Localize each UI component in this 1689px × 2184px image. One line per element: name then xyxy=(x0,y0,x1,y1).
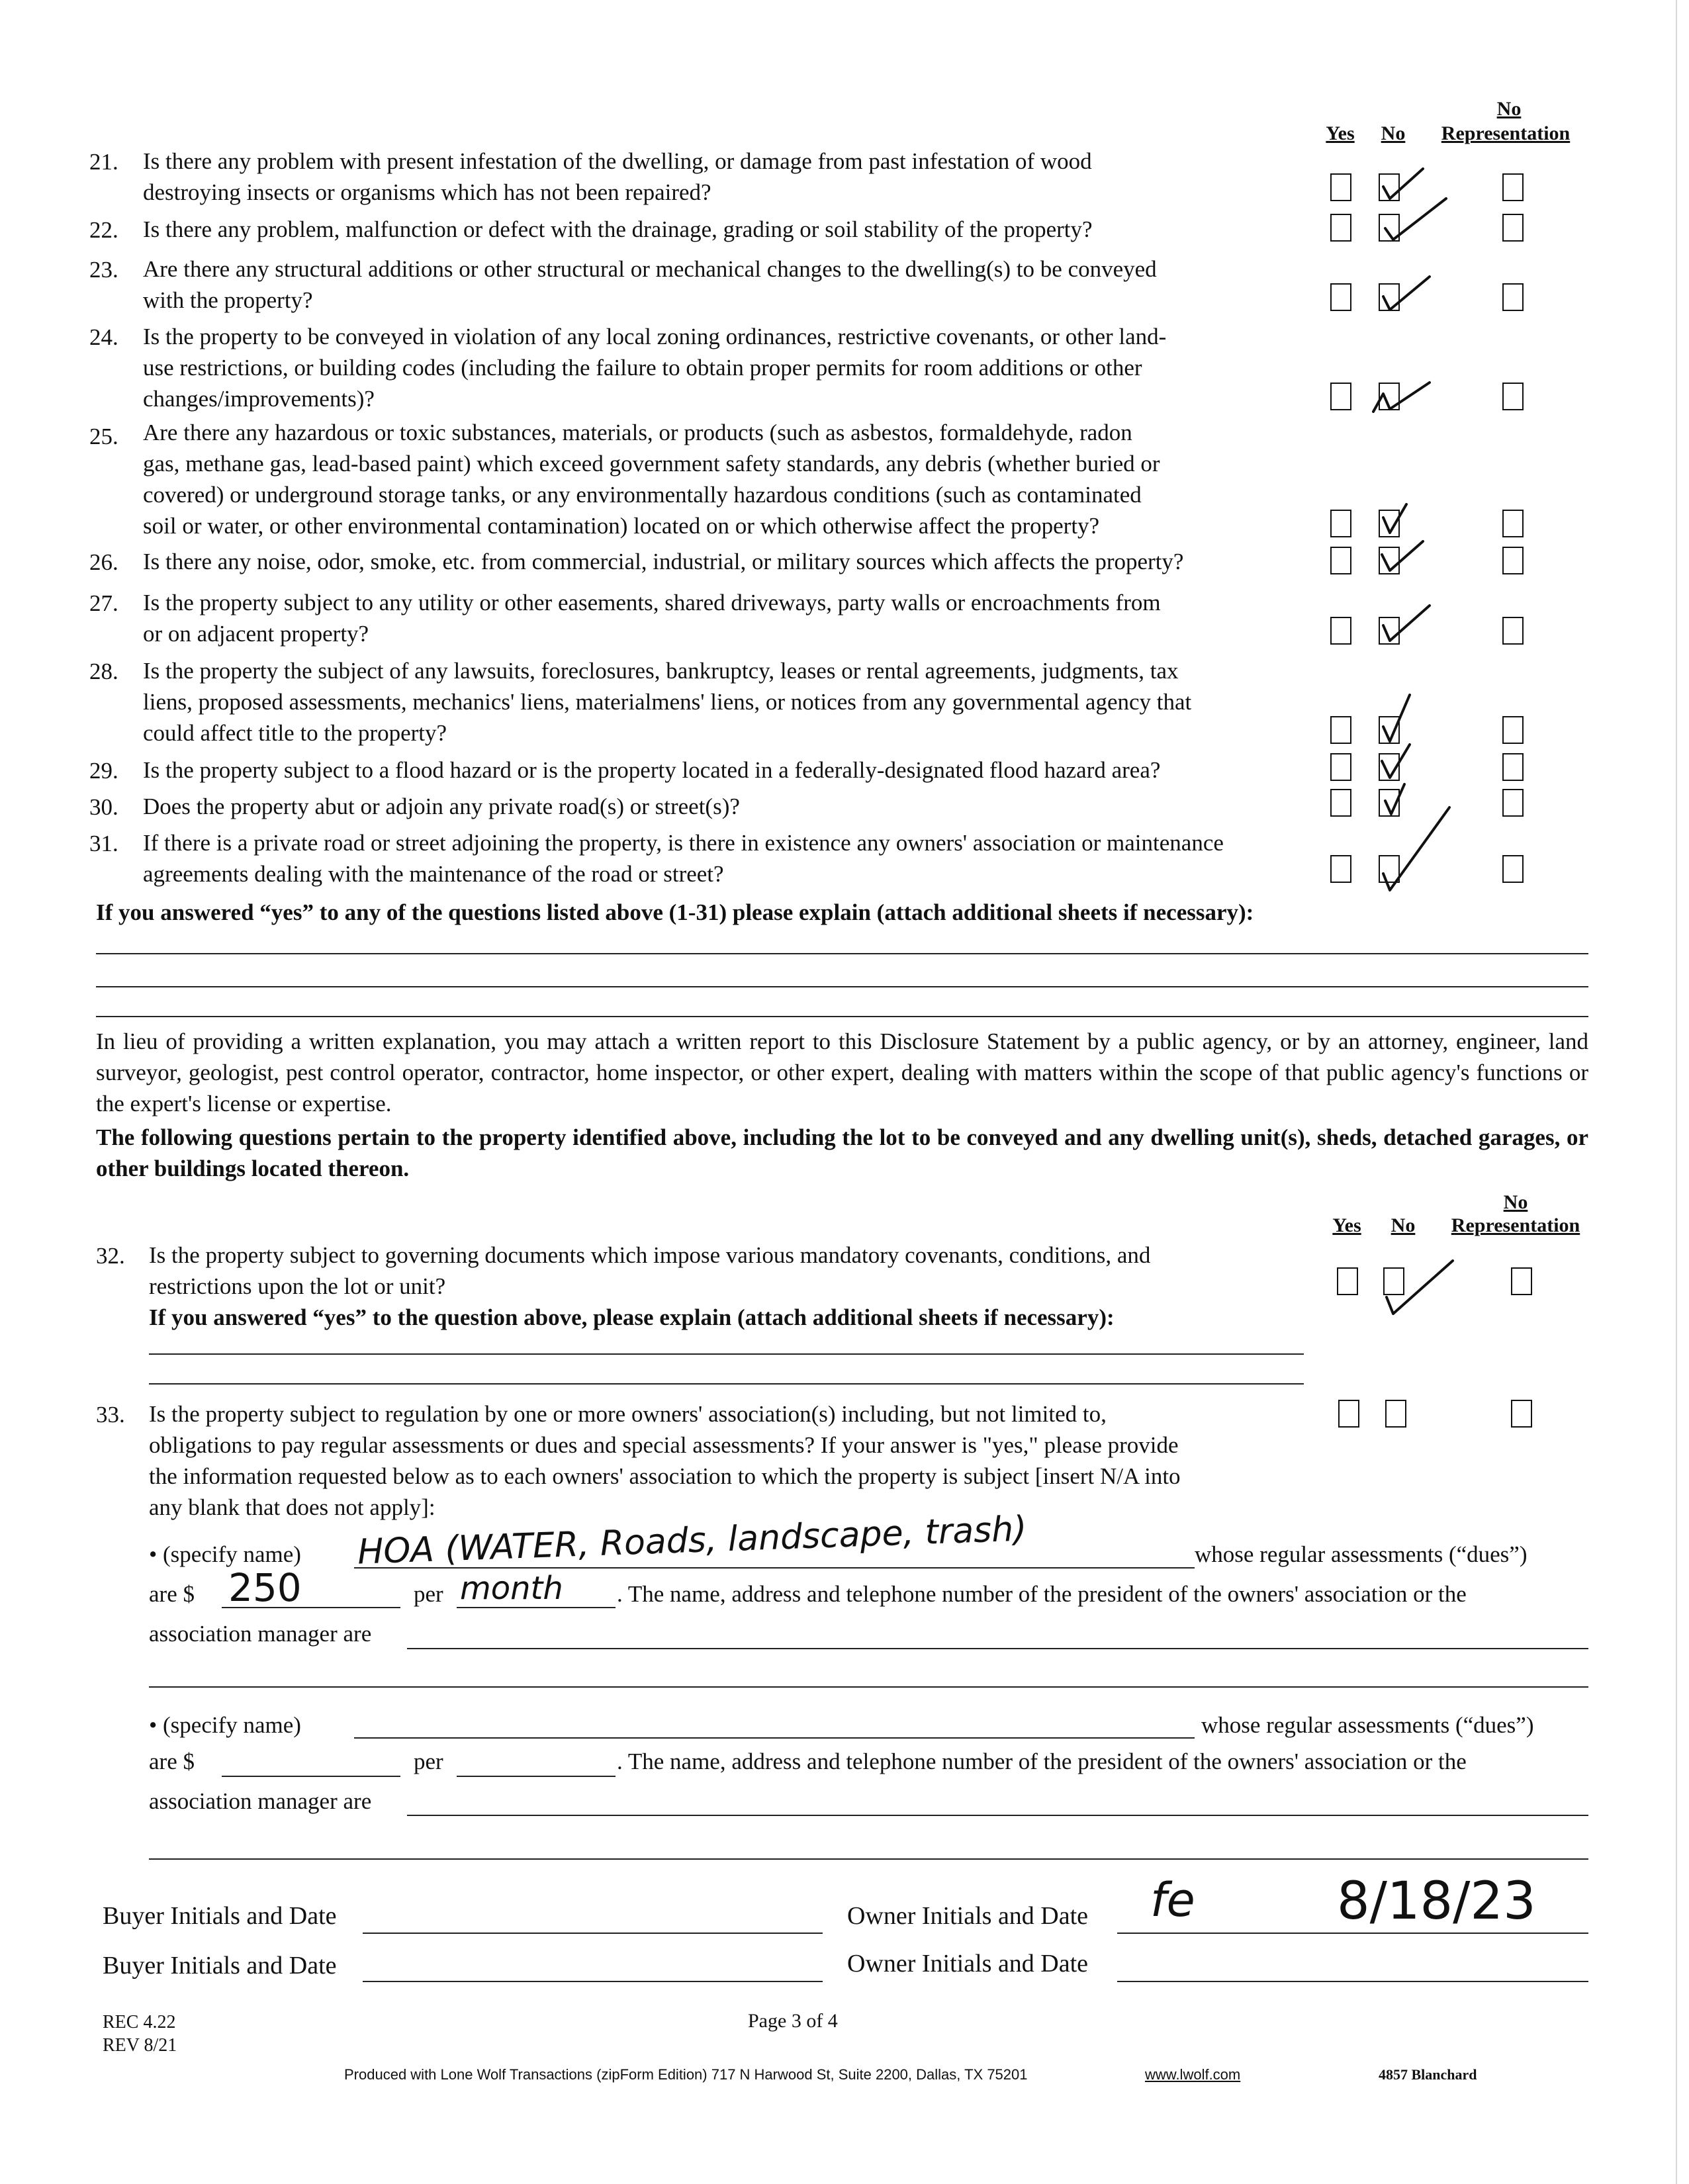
question-line: changes/improvements)? xyxy=(143,386,375,412)
question-number: 26. xyxy=(89,549,118,575)
question-line: Is there any noise, odor, smoke, etc. from commercial, industrial, or military sources which affects the property? xyxy=(143,549,1184,574)
q33-no-checkbox[interactable] xyxy=(1385,1400,1406,1428)
question-line: obligations to pay regular assessments or dues and special assessments? If your answer is "yes," please provide xyxy=(149,1432,1179,1458)
buyer-initials-label-1: Buyer Initials and Date xyxy=(103,1902,337,1930)
q25-norep-checkbox[interactable] xyxy=(1502,510,1524,537)
following-questions-note: The following questions pertain to the property identified above, including the lot to be conveyed and any dwelling unit(s), sheds, detached garages, or other buildings located thereon. xyxy=(96,1124,1588,1181)
president-info-label: . The name, address and telephone number of the president of the owners' association or the xyxy=(617,1581,1467,1607)
are-dollar-label: are $ xyxy=(149,1581,195,1607)
explain-line-2[interactable] xyxy=(96,986,1588,987)
manager-info-field[interactable] xyxy=(407,1648,1588,1649)
file-name: 4857 Blanchard xyxy=(1379,2066,1477,2083)
dues-period-field[interactable] xyxy=(457,1607,616,1608)
q30-no-checkbox[interactable] xyxy=(1379,789,1400,817)
question-line: Is there any problem with present infestation of the dwelling, or damage from past infestation of wood xyxy=(143,148,1092,174)
question-line: the information requested below as to each owners' association to which the property is subject [insert N/A into xyxy=(149,1463,1181,1489)
question-text xyxy=(149,1240,1301,1333)
q23-no-checkbox[interactable] xyxy=(1379,283,1400,311)
question-number: 29. xyxy=(89,758,118,784)
dues-amount-handwritten: 250 xyxy=(228,1565,302,1610)
q21-yes-checkbox[interactable] xyxy=(1330,173,1351,201)
q29-no-checkbox[interactable] xyxy=(1379,753,1400,781)
question-text xyxy=(143,587,1295,649)
owner-initials-field-1[interactable] xyxy=(1117,1933,1588,1934)
question-line: Is the property the subject of any lawsuits, foreclosures, bankruptcy, leases or rental agreements, judgments, tax xyxy=(143,658,1179,684)
q33-norep-checkbox[interactable] xyxy=(1511,1400,1532,1428)
explain-instruction: If you answered “yes” to any of the questions listed above (1-31) please explain (attach additional sheets if necessary): xyxy=(96,899,1254,925)
q22-no-checkbox[interactable] xyxy=(1379,214,1400,242)
q31-no-checkbox[interactable] xyxy=(1379,855,1400,883)
header-representation-2: Representation xyxy=(1451,1214,1580,1236)
q29-yes-checkbox[interactable] xyxy=(1330,753,1351,781)
question-text xyxy=(143,754,1295,786)
q23-norep-checkbox[interactable] xyxy=(1502,283,1524,311)
per-label: per xyxy=(414,1581,443,1607)
per-label: per xyxy=(414,1749,443,1774)
buyer-initials-field-2[interactable] xyxy=(363,1981,823,1982)
owner-initials-label-1: Owner Initials and Date xyxy=(847,1902,1089,1930)
explain-line-1[interactable] xyxy=(96,953,1588,954)
question-line: Is the property subject to regulation by one or more owners' association(s) including, but not limited to, xyxy=(149,1401,1107,1427)
question-text xyxy=(143,253,1295,316)
question-line: If there is a private road or street adjoining the property, is there in existence any owners' association or maintenance xyxy=(143,830,1224,856)
question-number: 28. xyxy=(89,659,118,684)
q26-yes-checkbox[interactable] xyxy=(1330,547,1351,574)
q30-norep-checkbox[interactable] xyxy=(1502,789,1524,817)
question-number: 32. xyxy=(96,1243,125,1269)
q23-yes-checkbox[interactable] xyxy=(1330,283,1351,311)
question-number: 22. xyxy=(89,217,118,243)
page-number: Page 3 of 4 xyxy=(748,2010,838,2032)
question-text xyxy=(143,321,1295,414)
header-representation: Representation xyxy=(1441,122,1571,144)
explain-32-line-2[interactable] xyxy=(149,1383,1304,1385)
question-line: Are there any hazardous or toxic substances, materials, or products (such as asbestos, formaldehyde, radon xyxy=(143,420,1132,445)
q21-no-checkbox[interactable] xyxy=(1379,173,1400,201)
q22-norep-checkbox[interactable] xyxy=(1502,214,1524,242)
q21-norep-checkbox[interactable] xyxy=(1502,173,1524,201)
header-no-representation-top xyxy=(1456,98,1562,120)
q28-yes-checkbox[interactable] xyxy=(1330,716,1351,744)
question-number: 31. xyxy=(89,831,118,856)
produced-by: Produced with Lone Wolf Transactions (zipForm Edition) 717 N Harwood St, Suite 2200, Dallas, TX 75201 xyxy=(344,2066,1028,2083)
manager-label: association manager are xyxy=(149,1621,372,1647)
scan-edge-line xyxy=(1676,0,1677,2184)
header-yes: Yes xyxy=(1326,122,1355,144)
header-no: No xyxy=(1381,122,1406,144)
q26-no-checkbox[interactable] xyxy=(1379,547,1400,574)
question-number: 24. xyxy=(89,324,118,350)
question-line: gas, methane gas, lead-based paint) which exceed government safety standards, any debris (whether buried or xyxy=(143,451,1160,477)
question-text xyxy=(143,827,1295,889)
q24-norep-checkbox[interactable] xyxy=(1502,383,1524,410)
dues-period-field[interactable] xyxy=(457,1776,616,1777)
question-line: agreements dealing with the maintenance of the road or street? xyxy=(143,861,724,887)
q25-no-checkbox[interactable] xyxy=(1379,510,1400,537)
q32-yes-checkbox[interactable] xyxy=(1337,1267,1358,1295)
question-line: destroying insects or organisms which has not been repaired? xyxy=(143,179,711,205)
explain-32-line-1[interactable] xyxy=(149,1353,1304,1355)
specify-name-label: • (specify name) xyxy=(149,1712,301,1738)
header-no-rep-line1: No xyxy=(1496,98,1522,120)
question-number: 27. xyxy=(89,590,118,616)
q33-yes-checkbox[interactable] xyxy=(1338,1400,1359,1428)
q25-yes-checkbox[interactable] xyxy=(1330,510,1351,537)
question-line: restrictions upon the lot or unit? xyxy=(149,1273,446,1299)
question-line: liens, proposed assessments, mechanics' liens, materialmens' liens, or notices from any governmental agency that xyxy=(143,689,1192,715)
dues-period-handwritten: month xyxy=(460,1570,563,1607)
q30-yes-checkbox[interactable] xyxy=(1330,789,1351,817)
question-line: Is the property subject to governing documents which impose various mandatory covenants, conditions, and xyxy=(149,1242,1151,1268)
whose-dues-label: whose regular assessments (“dues”) xyxy=(1201,1712,1534,1738)
question-line: Is the property subject to any utility or other easements, shared driveways, party walls or encroachments from xyxy=(143,590,1161,615)
q26-norep-checkbox[interactable] xyxy=(1502,547,1524,574)
owner-date-handwritten: 8/18/23 xyxy=(1337,1872,1536,1931)
question-line: Are there any structural additions or other structural or mechanical changes to the dwelling(s) to be conveyed xyxy=(143,256,1157,282)
question-text xyxy=(143,146,1295,208)
form-revision: REV 8/21 xyxy=(103,2035,177,2056)
question-number: 23. xyxy=(89,257,118,283)
manager-info-field-2[interactable] xyxy=(149,1858,1588,1860)
q29-norep-checkbox[interactable] xyxy=(1502,753,1524,781)
form-code: REC 4.22 xyxy=(103,2012,176,2032)
manager-info-field-2[interactable] xyxy=(149,1686,1588,1688)
manager-label: association manager are xyxy=(149,1788,372,1814)
q28-no-checkbox[interactable] xyxy=(1379,716,1400,744)
header-no-2: No xyxy=(1391,1214,1416,1236)
q24-no-checkbox[interactable] xyxy=(1379,383,1400,410)
question-number: 30. xyxy=(89,794,118,820)
buyer-initials-field-1[interactable] xyxy=(363,1933,823,1934)
question-text xyxy=(143,546,1295,577)
q27-no-checkbox[interactable] xyxy=(1379,617,1400,645)
question-line: Is the property to be conveyed in violation of any local zoning ordinances, restrictive covenants, or other land- xyxy=(143,324,1167,349)
association-name-handwritten: HOA (WATER, Roads, landscape, trash) xyxy=(357,1509,1028,1572)
question-text xyxy=(143,214,1295,245)
lwolf-link[interactable]: www.lwolf.com xyxy=(1145,2066,1241,2083)
question-line: use restrictions, or building codes (including the failure to obtain proper permits for room additions or other xyxy=(143,355,1142,381)
q31-norep-checkbox[interactable] xyxy=(1502,855,1524,883)
owner-initials-handwritten: fe xyxy=(1150,1873,1195,1927)
q22-yes-checkbox[interactable] xyxy=(1330,214,1351,242)
question-text xyxy=(143,655,1295,749)
question-line: covered) or underground storage tanks, or any environmentally hazardous conditions (such as contaminated xyxy=(143,482,1142,508)
q28-norep-checkbox[interactable] xyxy=(1502,716,1524,744)
question-text xyxy=(149,1398,1327,1523)
question-number: 25. xyxy=(89,424,118,449)
header-yes-2: Yes xyxy=(1332,1214,1361,1236)
q31-yes-checkbox[interactable] xyxy=(1330,855,1351,883)
are-dollar-label: are $ xyxy=(149,1749,195,1774)
q32-no-checkbox[interactable] xyxy=(1383,1267,1404,1295)
question-line: Is the property subject to a flood hazard or is the property located in a federally-designated flood hazard area? xyxy=(143,757,1161,783)
manager-info-field[interactable] xyxy=(407,1815,1588,1816)
question-number: 33. xyxy=(96,1402,125,1428)
question-text xyxy=(143,417,1295,541)
specify-name-label: • (specify name) xyxy=(149,1541,301,1567)
question-line: Does the property abut or adjoin any private road(s) or street(s)? xyxy=(143,794,740,819)
buyer-initials-label-2: Buyer Initials and Date xyxy=(103,1952,337,1979)
question-line: soil or water, or other environmental contamination) located on or which otherwise affect the property? xyxy=(143,513,1100,539)
dues-amount-field[interactable] xyxy=(222,1776,400,1777)
question-line: Is there any problem, malfunction or defect with the drainage, grading or soil stability of the property? xyxy=(143,216,1093,242)
owner-initials-label-2: Owner Initials and Date xyxy=(847,1950,1089,1978)
question-line: or on adjacent property? xyxy=(143,621,369,647)
question-line: could affect title to the property? xyxy=(143,720,447,746)
in-lieu-paragraph: In lieu of providing a written explanation, you may attach a written report to this Disclosure Statement by a public agency, or by an attorney, engineer, land surveyor, geologist, pest control operator, contractor, home inspector, or other expert, dealing with matters within the scope of that public agency's functions or the expert's license or expertise. xyxy=(96,1028,1588,1116)
header-no-rep-top-2: No xyxy=(1503,1191,1528,1213)
association-name-field[interactable] xyxy=(354,1737,1195,1739)
explain-instruction-32: If you answered “yes” to the question above, please explain (attach additional sheets if necessary): xyxy=(149,1304,1115,1330)
owner-initials-field-2[interactable] xyxy=(1117,1981,1588,1982)
question-line: any blank that does not apply]: xyxy=(149,1494,435,1520)
whose-dues-label: whose regular assessments (“dues”) xyxy=(1195,1541,1528,1567)
question-text xyxy=(143,791,1295,822)
president-info-label: . The name, address and telephone number of the president of the owners' association or the xyxy=(617,1749,1467,1774)
explain-line-3[interactable] xyxy=(96,1016,1588,1017)
q27-yes-checkbox[interactable] xyxy=(1330,617,1351,645)
question-line: with the property? xyxy=(143,287,313,313)
q32-norep-checkbox[interactable] xyxy=(1511,1267,1532,1295)
q24-yes-checkbox[interactable] xyxy=(1330,383,1351,410)
question-number: 21. xyxy=(89,149,118,175)
q27-norep-checkbox[interactable] xyxy=(1502,617,1524,645)
